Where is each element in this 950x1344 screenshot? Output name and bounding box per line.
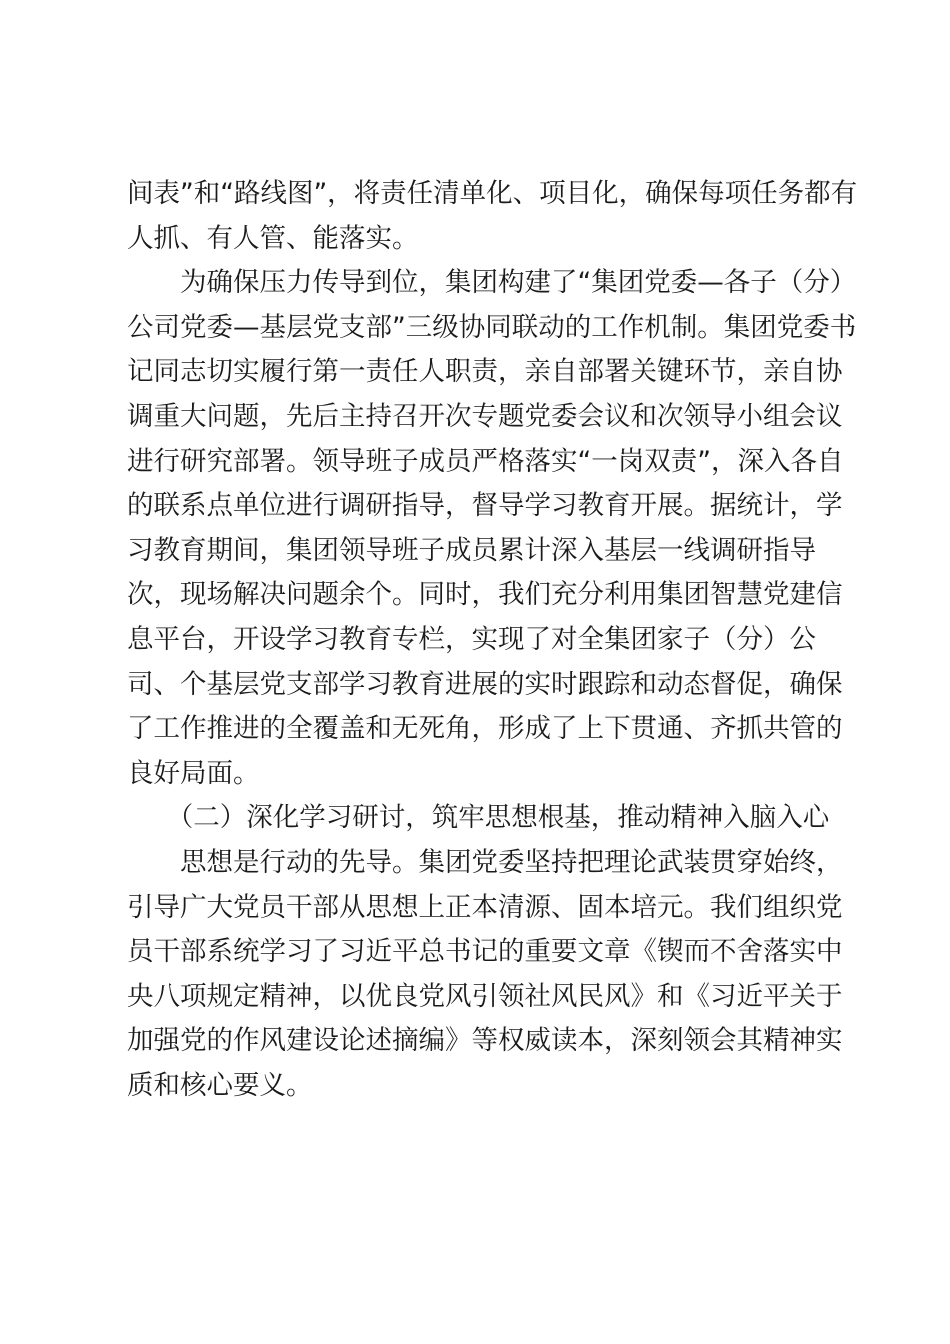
text-line: 加强党的作风建设论述摘编》等权威读本，深刻领会其精神实: [127, 1025, 843, 1057]
text-line: 次，现场解决问题余个。同时，我们充分利用集团智慧党建信: [127, 579, 843, 611]
text-line: 息平台，开设学习教育专栏，实现了对全集团家子（分）公: [127, 623, 816, 655]
text-line: 人抓、有人管、能落实。: [127, 222, 419, 254]
text-line: 引导广大党员干部从思想上正本清源、固本培元。我们组织党: [127, 891, 843, 923]
text-line: 的联系点单位进行调研指导，督导学习教育开展。据统计，学: [127, 490, 843, 522]
text-line: 司、个基层党支部学习教育进展的实时跟踪和动态督促，确保: [127, 668, 843, 700]
text-line: 习教育期间，集团领导班子成员累计深入基层一线调研指导: [127, 534, 816, 566]
text-line: 间表”和“路线图”，将责任清单化、项目化，确保每项任务都有: [127, 178, 858, 209]
text-line: 员干部系统学习了习近平总书记的重要文章《锲而不舍落实中: [127, 936, 843, 968]
document-body: [127, 172, 858, 1108]
text-line: 良好局面。: [127, 757, 260, 789]
text-line: 进行研究部署。领导班子成员严格落实“一岗双责”，深入各自: [127, 445, 844, 477]
text-line: 公司党委—基层党支部”三级协同联动的工作机制。集团党委书: [127, 311, 857, 343]
text-line: 调重大问题，先后主持召开次专题党委会议和次领导小组会议: [127, 400, 843, 432]
text-line: 了工作推进的全覆盖和无死角，形成了上下贯通、齐抓共管的: [127, 713, 843, 745]
text-line: 记同志切实履行第一责任人职责，亲自部署关键环节，亲自协: [127, 356, 843, 388]
section-heading: （二）深化学习研讨，筑牢思想根基，推动精神入脑入心: [127, 802, 830, 834]
text-line: 央八项规定精神，以优良党风引领社风民风》和《习近平关于: [127, 980, 843, 1012]
text-line: 质和核心要义。: [127, 1069, 313, 1101]
text-line: 为确保压力传导到位，集团构建了“集团党委—各子（分）: [127, 267, 857, 299]
text-line: 思想是行动的先导。集团党委坚持把理论武装贯穿始终，: [127, 846, 843, 878]
